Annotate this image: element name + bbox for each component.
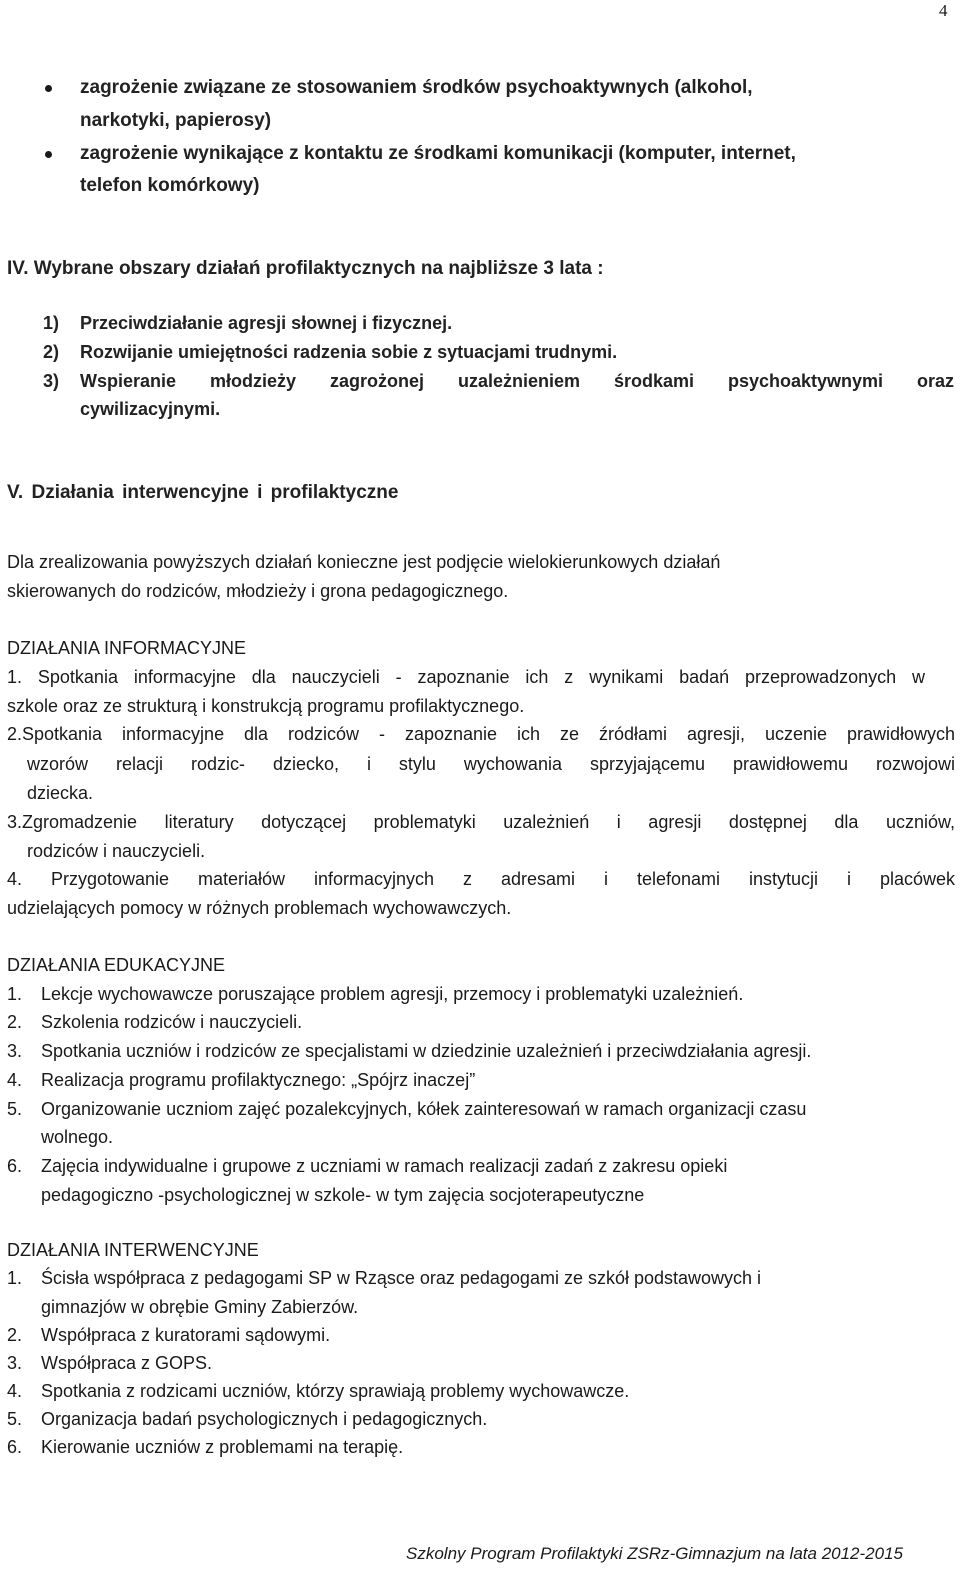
- edu-item-6-number: 6.: [7, 1156, 23, 1176]
- interwencyjne-title: DZIAŁANIA INTERWENCYJNE: [7, 1240, 259, 1260]
- bullet-2-line-2: telefon komórkowy): [80, 175, 260, 196]
- informacyjne-line-5: dziecka.: [27, 783, 94, 803]
- objective-3-text-cont: cywilizacyjnymi.: [80, 399, 221, 419]
- informacyjne-line-4: wzorów relacji rodzic- dziecko, i stylu wychowania sprzyjającemu prawidłowemu rozwojowi: [27, 754, 955, 774]
- edu-item-5-text-cont: wolnego.: [41, 1127, 114, 1147]
- informacyjne-line-1: 1. Spotkania informacyjne dla nauczycieli - zapoznanie ich z wynikami badań przeprowadzonych w: [7, 667, 925, 687]
- bullet-icon: [45, 85, 52, 92]
- int-item-1-text-cont: gimnazjów w obrębie Gminy Zabierzów.: [41, 1297, 359, 1317]
- edu-item-4-number: 4.: [7, 1070, 23, 1090]
- bullet-1-line-1: zagrożenie związane ze stosowaniem środków psychoaktywnych (alkohol,: [80, 77, 753, 98]
- objective-1-number: 1): [43, 313, 60, 333]
- informacyjne-line-7: rodziców i nauczycieli.: [27, 841, 206, 861]
- bullet-2-line-1: zagrożenie wynikające z kontaktu ze środkami komunikacji (komputer, internet,: [80, 143, 796, 164]
- section-v-intro-line-2: skierowanych do rodziców, młodzieży i grona pedagogicznego.: [7, 581, 509, 601]
- edu-item-6-text-cont: pedagogiczno -psychologicznej w szkole- w tym zajęcia socjoterapeutyczne: [41, 1185, 645, 1205]
- page-number: 4: [939, 1, 948, 20]
- bullet-1-line-2: narkotyki, papierosy): [80, 110, 272, 131]
- int-item-2-number: 2.: [7, 1325, 23, 1345]
- objective-1-text: Przeciwdziałanie agresji słownej i fizycznej.: [80, 313, 453, 333]
- int-item-1-text: Ścisła współpraca z pedagogami SP w Rząsce oraz pedagogami ze szkół podstawowych i: [41, 1268, 762, 1288]
- edu-item-2-number: 2.: [7, 1012, 23, 1032]
- int-item-1-number: 1.: [7, 1268, 23, 1288]
- section-iv-title: IV. Wybrane obszary działań profilaktycznych na najbliższe 3 lata :: [7, 258, 604, 279]
- objective-2-number: 2): [43, 342, 60, 362]
- int-item-4-text: Spotkania z rodzicami uczniów, którzy sprawiają problemy wychowawcze.: [41, 1381, 630, 1401]
- section-v-title: V. Działania interwencyjne i profilaktyczne: [7, 482, 399, 503]
- int-item-4-number: 4.: [7, 1381, 23, 1401]
- int-item-6-text: Kierowanie uczniów z problemami na terapię.: [41, 1437, 404, 1457]
- informacyjne-line-2: szkole oraz ze strukturą i konstrukcją programu profilaktycznego.: [7, 696, 525, 716]
- int-item-5-number: 5.: [7, 1409, 23, 1429]
- edu-item-1-number: 1.: [7, 984, 23, 1004]
- edu-item-5-number: 5.: [7, 1099, 23, 1119]
- edu-item-2-text: Szkolenia rodziców i nauczycieli.: [41, 1012, 303, 1032]
- int-item-6-number: 6.: [7, 1437, 23, 1457]
- objective-3-number: 3): [43, 371, 60, 391]
- page-footer: Szkolny Program Profilaktyki ZSRz-Gimnazjum na lata 2012-2015: [406, 1544, 903, 1563]
- int-item-3-text: Współpraca z GOPS.: [41, 1353, 213, 1373]
- informacyjne-line-8: 4. Przygotowanie materiałów informacyjnych z adresami i telefonami instytucji i placówek: [7, 869, 955, 889]
- edu-item-4-text: Realizacja programu profilaktycznego: „Spójrz inaczej”: [41, 1070, 476, 1090]
- informacyjne-line-6: 3.Zgromadzenie literatury dotyczącej problematyki uzależnień i agresji dostępnej dla uczniów,: [7, 812, 955, 832]
- edukacyjne-title: DZIAŁANIA EDUKACYJNE: [7, 955, 226, 975]
- informacyjne-line-9: udzielających pomocy w różnych problemach wychowawczych.: [7, 898, 512, 918]
- edu-item-3-text: Spotkania uczniów i rodziców ze specjalistami w dziedzinie uzależnień i przeciwdziałania agresji.: [41, 1041, 812, 1061]
- int-item-2-text: Współpraca z kuratorami sądowymi.: [41, 1325, 331, 1345]
- bullet-icon: [45, 151, 52, 158]
- objective-2-text: Rozwijanie umiejętności radzenia sobie z sytuacjami trudnymi.: [80, 342, 618, 362]
- edu-item-6-text: Zajęcia indywidualne i grupowe z uczniami w ramach realizacji zadań z zakresu opieki: [41, 1156, 728, 1176]
- edu-item-5-text: Organizowanie uczniom zajęć pozalekcyjnych, kółek zainteresowań w ramach organizacji czasu: [41, 1099, 807, 1119]
- section-v-intro-line-1: Dla zrealizowania powyższych działań konieczne jest podjęcie wielokierunkowych działań: [7, 552, 721, 572]
- informacyjne-line-3: 2.Spotkania informacyjne dla rodziców - zapoznanie ich ze źródłami agresji, uczenie prawidłowych: [7, 724, 955, 744]
- objective-3-text: Wspieranie młodzieży zagrożonej uzależnieniem środkami psychoaktywnymi oraz: [80, 371, 954, 391]
- edu-item-1-text: Lekcje wychowawcze poruszające problem agresji, przemocy i problematyki uzależnień.: [41, 984, 744, 1004]
- informacyjne-title: DZIAŁANIA INFORMACYJNE: [7, 638, 247, 658]
- edu-item-3-number: 3.: [7, 1041, 23, 1061]
- int-item-5-text: Organizacja badań psychologicznych i pedagogicznych.: [41, 1409, 488, 1429]
- int-item-3-number: 3.: [7, 1353, 23, 1373]
